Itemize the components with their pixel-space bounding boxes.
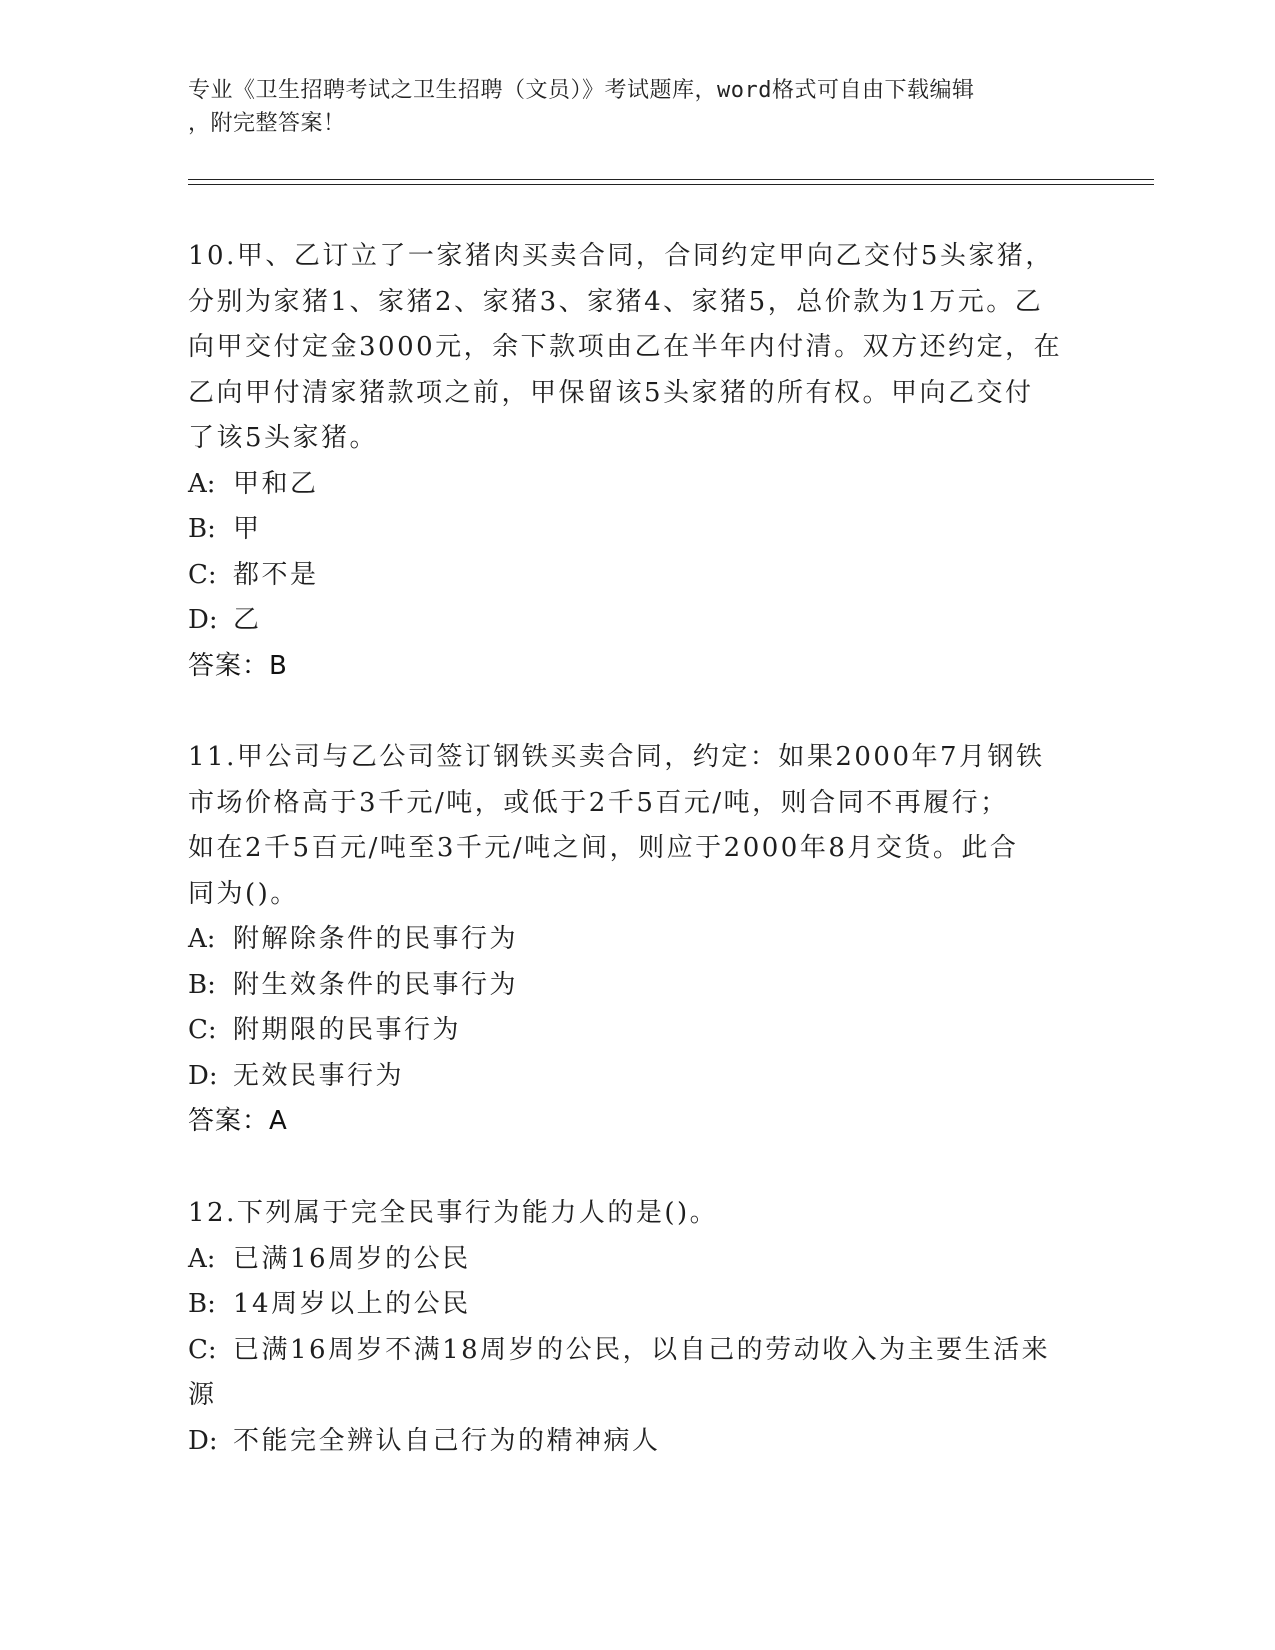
- option-letter: A:: [188, 924, 216, 954]
- question-stem-line: 了该5头家猪。: [188, 423, 379, 453]
- option-c: [188, 553, 1088, 599]
- question-stem-line: 市场价格高于3千元/吨，或低于2千5百元/吨，则合同不再履行；: [188, 787, 1009, 818]
- question-12: [188, 1191, 1088, 1464]
- option-b: [188, 1282, 1088, 1328]
- option-text: 乙: [233, 605, 262, 635]
- option-letter: D:: [188, 1425, 218, 1456]
- option-text: 附解除条件的民事行为: [233, 924, 519, 954]
- option-letter: D:: [188, 605, 218, 635]
- document-header: [188, 74, 1068, 140]
- question-10: [188, 234, 1088, 689]
- header-line-2: ，附完整答案！: [188, 111, 346, 136]
- option-a: [188, 1237, 1088, 1283]
- option-text: 已满16周岁不满18周岁的公民，以自己的劳动收入为主要生活来: [233, 1334, 1051, 1365]
- option-text: 甲和乙: [233, 468, 319, 499]
- header-line-1: 专业《卫生招聘考试之卫生招聘（文员）》考试题库，word格式可自由下载编辑: [188, 78, 975, 103]
- question-stem-line: 12.下列属于完全民事行为能力人的是()。: [188, 1198, 719, 1228]
- option-text: 甲: [233, 514, 262, 544]
- option-letter: A:: [188, 468, 216, 499]
- option-c: [188, 1328, 1088, 1374]
- answer-line: 答案：B: [188, 650, 288, 681]
- option-a: [188, 917, 1088, 963]
- header-divider-bottom: [188, 184, 1154, 185]
- option-d: [188, 1419, 1088, 1465]
- option-letter: B:: [188, 514, 216, 544]
- question-stem-line: 向甲交付定金3000元，余下款项由乙在半年内付清。双方还约定，在: [188, 332, 1063, 362]
- option-text: 附生效条件的民事行为: [233, 969, 519, 1000]
- option-b: [188, 507, 1088, 553]
- option-c-continued: [188, 1373, 1088, 1419]
- option-letter: C:: [188, 1334, 217, 1365]
- option-text: 已满16周岁的公民: [233, 1243, 471, 1274]
- option-letter: C:: [188, 559, 217, 590]
- option-a: [188, 462, 1088, 508]
- question-11: [188, 735, 1088, 1145]
- question-stem-line: 乙向甲付清家猪款项之前，甲保留该5头家猪的所有权。甲向乙交付: [188, 377, 1034, 408]
- option-d: [188, 1054, 1088, 1100]
- option-letter: B:: [188, 969, 216, 1000]
- question-stem-line: 同为()。: [188, 878, 299, 909]
- question-stem-line: 分别为家猪1、家猪2、家猪3、家猪4、家猪5，总价款为1万元。乙: [188, 286, 1044, 317]
- option-letter: D:: [188, 1060, 218, 1091]
- option-text: 不能完全辨认自己行为的精神病人: [233, 1425, 661, 1456]
- option-text: 14周岁以上的公民: [233, 1289, 471, 1319]
- option-text: 无效民事行为: [233, 1060, 405, 1091]
- option-text: 源: [188, 1380, 217, 1410]
- answer-line: 答案：A: [188, 1106, 288, 1136]
- option-b: [188, 963, 1088, 1009]
- option-letter: C:: [188, 1015, 217, 1045]
- option-letter: B:: [188, 1289, 216, 1319]
- question-stem-line: 10.甲、乙订立了一家猪肉买卖合同，合同约定甲向乙交付5头家猪，: [188, 241, 1054, 271]
- option-d: [188, 598, 1088, 644]
- question-stem-line: 11.甲公司与乙公司签订钢铁买卖合同，约定：如果2000年7月钢铁: [188, 742, 1045, 772]
- question-stem-line: 如在2千5百元/吨至3千元/吨之间，则应于2000年8月交货。此合: [188, 833, 1019, 863]
- header-divider-top: [188, 179, 1154, 180]
- option-text: 都不是: [233, 559, 319, 590]
- option-letter: A:: [188, 1243, 216, 1274]
- option-text: 附期限的民事行为: [233, 1015, 462, 1045]
- option-c: [188, 1008, 1088, 1054]
